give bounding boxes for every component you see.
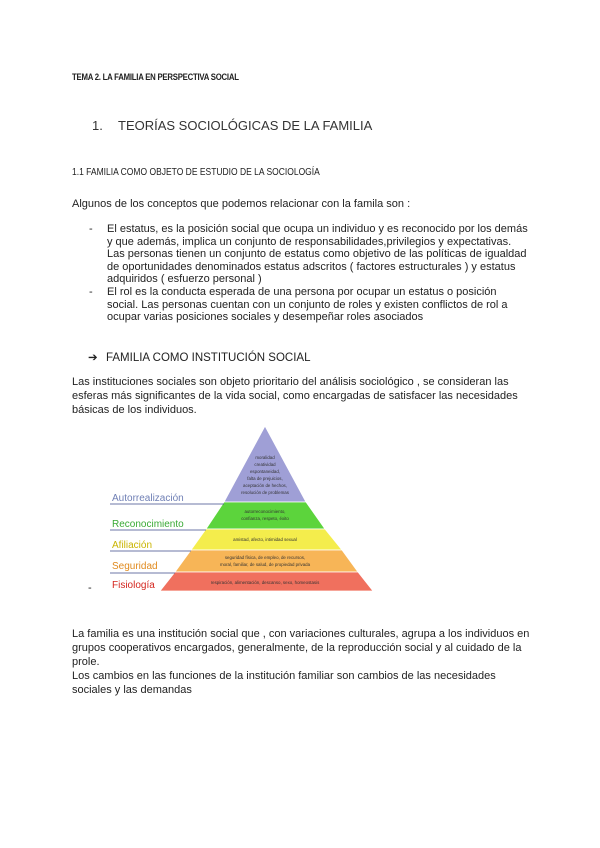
section-number: 1. <box>92 118 103 133</box>
family-paragraph-line: Los cambios en las funciones de la institución familiar son cambios de las necesidades sociales y las demandas <box>72 670 496 696</box>
pyramid-text: espontaneidad, <box>249 469 281 474</box>
pyramid-label-autorrealizacion: Autorrealización <box>112 493 184 504</box>
stray-dash: - <box>88 582 92 594</box>
list-item-text: El estatus, es la posición social que ocupa un individuo y es reconocido por los demás y que además, implica un conjunto de responsabilidades,privilegios y expectativas. Las personas tienen un conjunto de estatus como objetivo de las políticas de igualdad de oportunidades denominados estatus adscritos ( factores estructurales ) y estatus adquiridos ( esfuerzo personal ) <box>107 223 528 286</box>
family-paragraph <box>72 627 532 697</box>
pyramid-label-afiliacion: Afiliación <box>112 540 153 551</box>
pyramid-label-seguridad: Seguridad <box>112 561 158 572</box>
bullet-dash: - <box>89 223 93 235</box>
pyramid-text: aceptación de hechos, <box>243 483 287 488</box>
pyramid-text: autorreconocimiento, <box>244 509 286 514</box>
pyramid-text: creatividad <box>254 462 276 467</box>
pyramid-text: amistad, afecto, intimidad sexual <box>233 537 297 542</box>
list-item-text: El rol es la conducta esperada de una persona por ocupar un estatus o posición social. Las personas cuentan con un conjunto de roles y existen conflictos de rol a ocupar varias posiciones sociales y desempeñar roles asociados <box>107 285 508 324</box>
family-paragraph-line: La familia es una institución social que , con variaciones culturales, agrupa a los individuos en grupos cooperativos encargados, generalmente, de la reproducción social y al cuidado de la prole. <box>72 628 530 668</box>
intro-paragraph: Algunos de los conceptos que podemos relacionar con la famila son : <box>72 198 411 210</box>
pyramid-text: falta de prejuicios, <box>247 476 283 481</box>
institution-heading <box>88 350 310 364</box>
pyramid-label-fisiologia: Fisiología <box>112 580 155 591</box>
maslow-pyramid <box>100 422 380 594</box>
pyramid-text: moral, familiar, de salud, de propiedad privada <box>219 562 311 567</box>
document-title: TEMA 2. LA FAMILIA EN PERSPECTIVA SOCIAL <box>72 72 239 83</box>
concept-list <box>89 223 529 324</box>
pyramid-label-reconocimiento: Reconocimiento <box>112 519 184 530</box>
pyramid-text: respiración, alimentación, descanso, sexo, homeostasis <box>210 580 320 585</box>
pyramid-text: confianza, respeto, éxito <box>241 516 289 521</box>
pyramid-text: resolución de problemas <box>241 490 289 495</box>
section-heading <box>92 118 372 133</box>
list-item <box>89 223 529 286</box>
subsection-heading: 1.1 FAMILIA COMO OBJETO DE ESTUDIO DE LA SOCIOLOGÍA <box>72 167 320 178</box>
institutions-paragraph: Las instituciones sociales son objeto prioritario del análisis sociológico , se consideran las esferas más significantes de la vida social, como encargadas de satisfacer las necesidades básicas de los individuos. <box>72 376 518 416</box>
arrow-icon: ➔ <box>88 352 98 364</box>
section-title-text: TEORÍAS SOCIOLÓGICAS DE LA FAMILIA <box>118 118 373 133</box>
pyramid-text: seguridad física, de empleo, de recursos, <box>224 555 306 560</box>
pyramid-level-seguridad <box>175 550 358 572</box>
bullet-dash: - <box>89 285 93 298</box>
institution-heading-text: FAMILIA COMO INSTITUCIÓN SOCIAL <box>106 352 311 364</box>
list-item <box>89 286 529 324</box>
pyramid-text: moralidad <box>255 455 275 460</box>
